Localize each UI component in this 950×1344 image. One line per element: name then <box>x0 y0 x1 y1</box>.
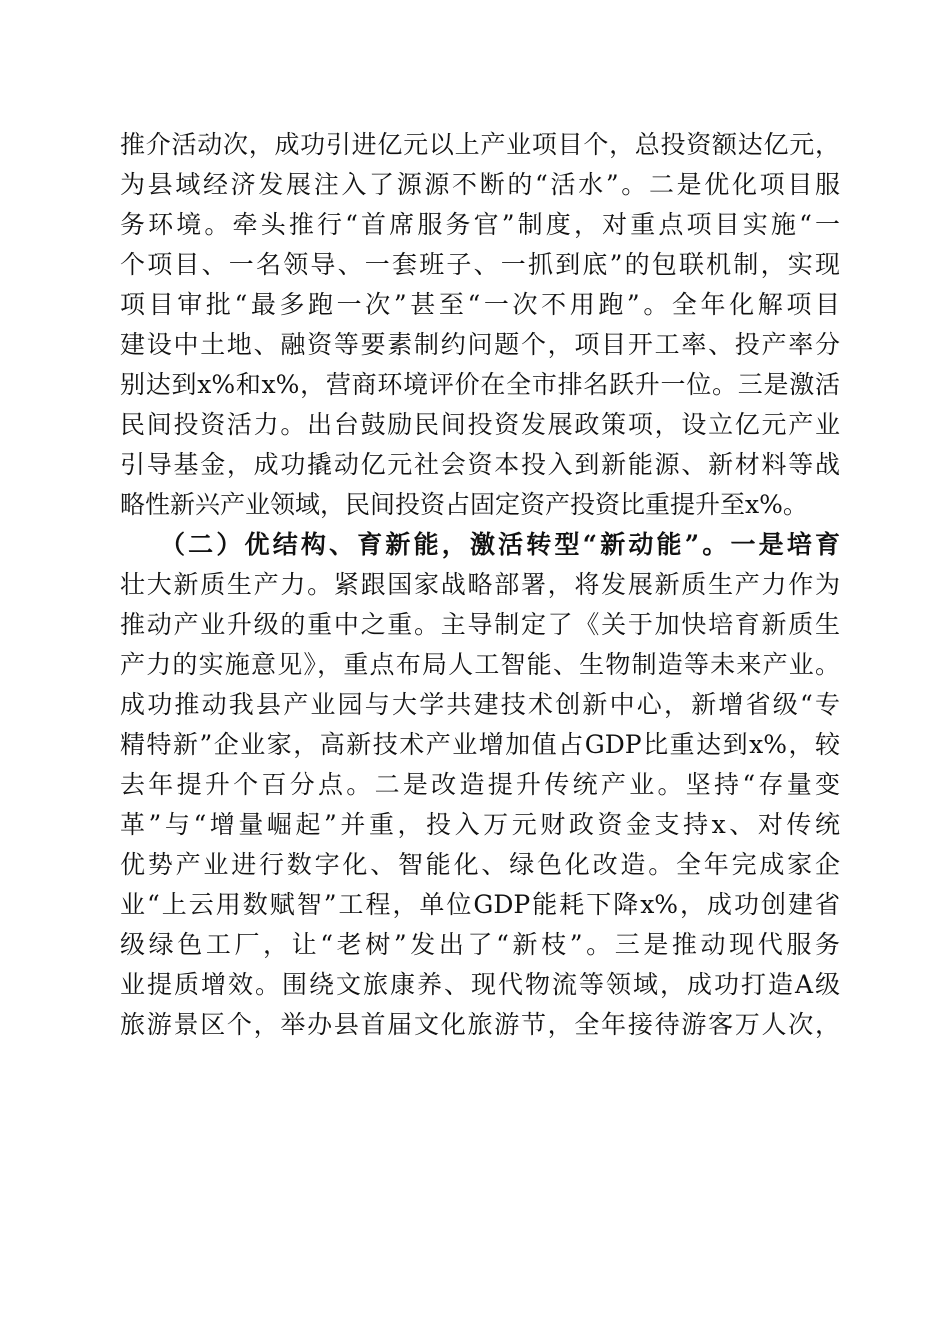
text-line: 建设中土地、融资等要素制约问题个，项目开工率、投产率分 <box>120 330 840 359</box>
text-line: 推介活动次，成功引进亿元以上产业项目个，总投资额达亿元， <box>120 130 840 159</box>
text-line: 壮大新质生产力。紧跟国家战略部署，将发展新质生产力作为 <box>120 570 840 599</box>
text-line: 产力的实施意见》，重点布局人工智能、生物制造等未来产业。 <box>120 650 840 679</box>
text-line: 业提质增效。围绕文旅康养、现代物流等领域，成功打造A级 <box>120 970 840 999</box>
text-line: 引导基金，成功撬动亿元社会资本投入到新能源、新材料等战 <box>120 450 840 479</box>
text-line: 个项目、一名领导、一套班子、一抓到底”的包联机制，实现 <box>120 250 840 279</box>
text-line: 级绿色工厂，让“老树”发出了“新枝”。三是推动现代服务 <box>120 930 840 959</box>
text-line: 别达到x%和x%，营商环境评价在全市排名跃升一位。三是激活 <box>120 370 840 399</box>
body-text <box>120 125 840 1045</box>
text-line: 去年提升个百分点。二是改造提升传统产业。坚持“存量变 <box>120 770 840 799</box>
text-line: 业“上云用数赋智”工程，单位GDP能耗下降x%，成功创建省 <box>120 890 840 919</box>
text-line: 推动产业升级的重中之重。主导制定了《关于加快培育新质生 <box>120 610 840 639</box>
section-heading-line: （二）优结构、育新能，激活转型“新动能”。一是培育 <box>160 530 840 559</box>
text-line: 为县域经济发展注入了源源不断的“活水”。二是优化项目服 <box>120 170 840 199</box>
text-line: 革”与“增量崛起”并重，投入万元财政资金支持x、对传统 <box>120 810 840 839</box>
text-line: 务环境。牵头推行“首席服务官”制度，对重点项目实施“一 <box>120 210 840 239</box>
text-line: 略性新兴产业领域，民间投资占固定资产投资比重提升至x%。 <box>120 490 808 519</box>
text-line: 精特新”企业家，高新技术产业增加值占GDP比重达到x%，较 <box>120 730 840 759</box>
text-line: 项目审批“最多跑一次”甚至“一次不用跑”。全年化解项目 <box>120 290 840 319</box>
text-line: 成功推动我县产业园与大学共建技术创新中心，新增省级“专 <box>120 690 840 719</box>
text-line: 旅游景区个，举办县首届文化旅游节，全年接待游客万人次， <box>120 1010 840 1039</box>
text-line: 优势产业进行数字化、智能化、绿色化改造。全年完成家企 <box>120 850 840 879</box>
text-line: 民间投资活力。出台鼓励民间投资发展政策项，设立亿元产业 <box>120 410 840 439</box>
